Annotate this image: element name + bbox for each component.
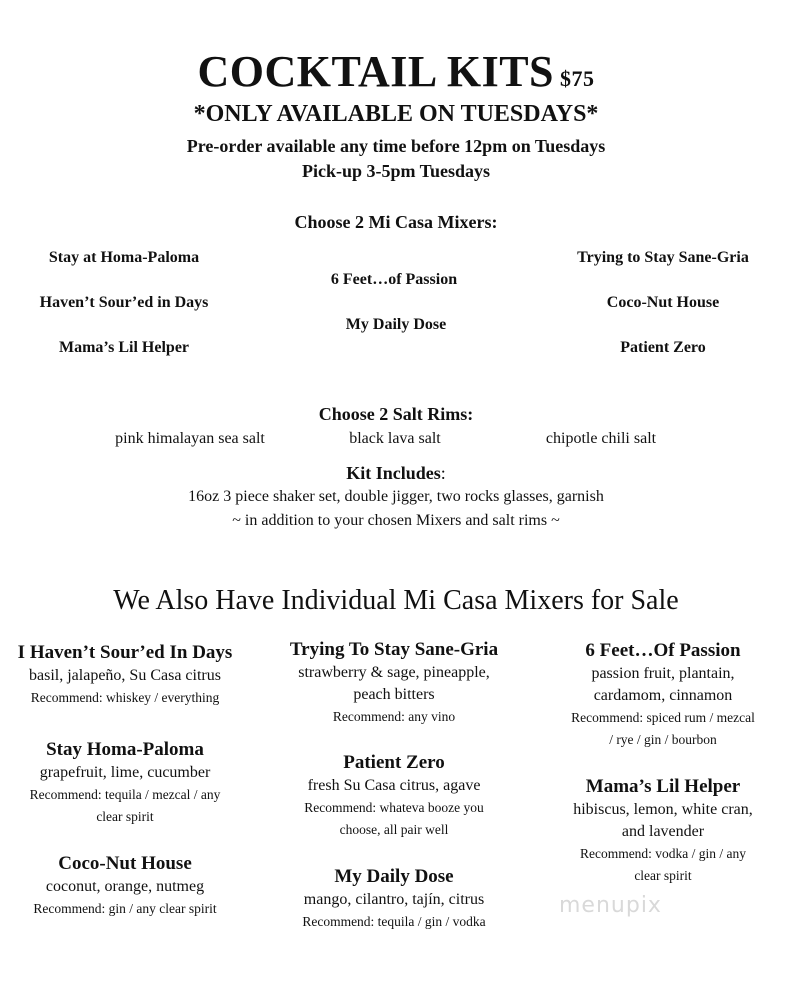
mixer-ingredients: basil, jalapeño, Su Casa citrus — [29, 667, 221, 684]
individual-mixers-heading: We Also Have Individual Mi Casa Mixers for Sale — [113, 585, 679, 616]
kit-heading-colon: : — [440, 463, 446, 483]
menupix-watermark: menupix — [559, 893, 662, 918]
kit-contents: 16oz 3 piece shaker set, double jigger, two rocks glasses, garnish — [188, 488, 604, 505]
mixer-ingredients: peach bitters — [353, 686, 435, 703]
mixer-option: My Daily Dose — [345, 316, 447, 333]
preorder-note: Pre-order available any time before 12pm on Tuesdays — [186, 136, 606, 156]
mixer-ingredients: and lavender — [621, 823, 705, 840]
mixer-ingredients: coconut, orange, nutmeg — [45, 878, 205, 895]
mixer-ingredients: grapefruit, lime, cucumber — [39, 764, 211, 781]
kit-note: ~ in addition to your chosen Mixers and salt rims ~ — [232, 512, 560, 529]
availability-subtitle: *ONLY AVAILABLE ON TUESDAYS* — [193, 101, 599, 127]
mixer-ingredients: mango, cilantro, tajín, citrus — [303, 891, 485, 908]
kit-heading — [0, 463, 792, 484]
mixer-name: Trying To Stay Sane-Gria — [289, 639, 499, 660]
mixer-card — [538, 639, 788, 751]
mixer-recommendation: Recommend: vodka / gin / any — [579, 846, 747, 861]
salt-option: black lava salt — [349, 430, 441, 447]
mixer-option: Haven’t Sour’ed in Days — [39, 294, 209, 311]
mixer-option: Patient Zero — [620, 339, 706, 356]
mixer-ingredients: fresh Su Casa citrus, agave — [307, 777, 481, 794]
kit-price: $75 — [560, 66, 595, 91]
pickup-note: Pick-up 3-5pm Tuesdays — [301, 161, 491, 181]
mixer-recommendation: Recommend: any vino — [332, 709, 456, 724]
mixer-card — [269, 865, 519, 933]
mixer-option: Mama’s Lil Helper — [58, 339, 190, 356]
mixer-recommendation: Recommend: gin / any clear spirit — [33, 901, 217, 916]
mixer-ingredients: hibiscus, lemon, white cran, — [573, 801, 753, 818]
mixer-card — [269, 751, 519, 841]
title-text: COCKTAIL KITS — [197, 47, 555, 96]
salt-option: pink himalayan sea salt — [115, 430, 265, 447]
mixer-recommendation: clear spirit — [96, 809, 154, 824]
mixer-recommendation: / rye / gin / bourbon — [609, 732, 717, 747]
mixer-name: 6 Feet…Of Passion — [585, 640, 741, 661]
mixer-ingredients: passion fruit, plantain, — [591, 665, 735, 682]
mixers-heading: Choose 2 Mi Casa Mixers: — [294, 212, 498, 232]
mixer-option: Coco-Nut House — [606, 294, 720, 311]
mixer-ingredients: strawberry & sage, pineapple, — [298, 664, 490, 681]
mixer-recommendation: Recommend: tequila / mezcal / any — [29, 787, 221, 802]
mixer-card — [538, 775, 788, 887]
mixer-card — [0, 852, 250, 920]
mixer-ingredients: cardamom, cinnamon — [593, 687, 733, 704]
page-title — [0, 46, 792, 97]
mixer-recommendation: Recommend: whateva booze you — [304, 800, 484, 815]
mixer-name: Coco-Nut House — [58, 853, 192, 874]
mixer-name: Patient Zero — [343, 752, 445, 773]
mixer-card — [0, 738, 250, 828]
mixer-recommendation: clear spirit — [634, 868, 692, 883]
salt-option: chipotle chili salt — [545, 430, 657, 447]
mixer-recommendation: Recommend: spiced rum / mezcal — [571, 710, 755, 725]
mixer-card — [269, 638, 519, 728]
mixer-recommendation: choose, all pair well — [339, 822, 449, 837]
mixer-recommendation: Recommend: whiskey / everything — [30, 690, 220, 705]
mixer-option: Stay at Homa-Paloma — [48, 249, 200, 266]
kit-heading-text: Kit Includes — [346, 463, 441, 483]
mixer-card — [0, 641, 250, 709]
mixer-name: I Haven’t Sour’ed In Days — [17, 642, 233, 663]
salt-rims-heading: Choose 2 Salt Rims: — [318, 404, 474, 424]
mixer-name: Stay Homa-Paloma — [46, 739, 204, 760]
mixer-option: 6 Feet…of Passion — [330, 271, 458, 288]
mixer-name: Mama’s Lil Helper — [585, 776, 741, 797]
mixer-recommendation: Recommend: tequila / gin / vodka — [302, 914, 486, 929]
mixer-name: My Daily Dose — [334, 866, 454, 887]
mixer-option: Trying to Stay Sane-Gria — [577, 249, 749, 266]
